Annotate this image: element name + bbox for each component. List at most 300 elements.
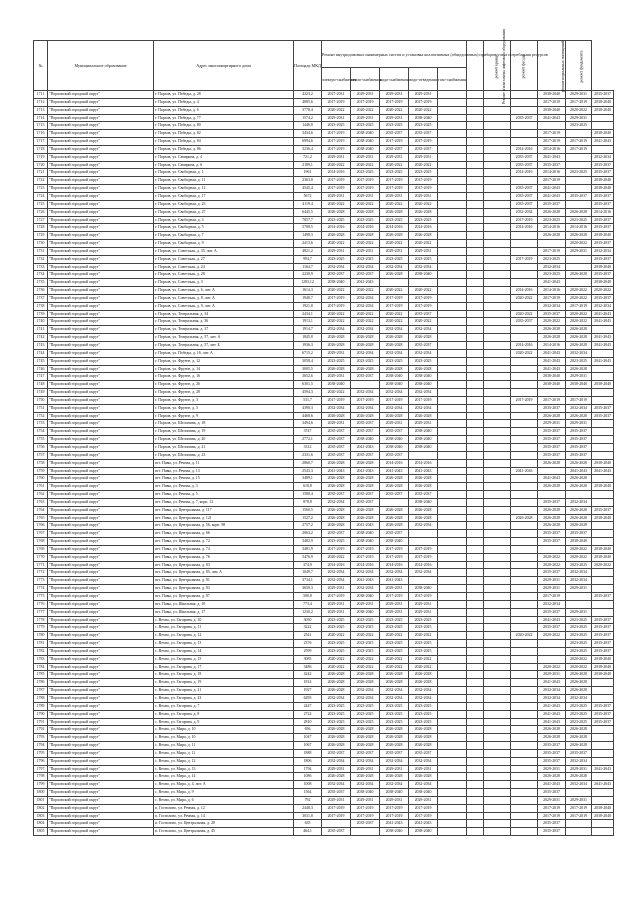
- table-cell: 2041-2043: [592, 138, 614, 146]
- table-cell: "Порховский городской округ": [48, 443, 154, 451]
- table-cell: [484, 420, 511, 428]
- table-cell: [467, 702, 484, 710]
- table-row: [34, 130, 614, 138]
- table-cell: [511, 428, 538, 436]
- table-cell: 2029-2031: [538, 671, 566, 679]
- table-cell: 1527,2: [294, 514, 322, 522]
- table-cell: 2020-2022: [351, 287, 380, 295]
- table-cell: пгт. Павы, ул. Речная, д. 5: [154, 491, 294, 499]
- table-cell: [511, 271, 538, 279]
- table-cell: [467, 389, 484, 397]
- table-cell: 2026-2028: [409, 742, 438, 750]
- table-cell: 2023-2025: [380, 169, 409, 177]
- table-row: [34, 381, 614, 389]
- table-cell: 2035-2037: [592, 240, 614, 248]
- table-cell: 2026-2028: [322, 671, 351, 679]
- table-cell: [484, 781, 511, 789]
- table-cell: 2029-2031: [380, 765, 409, 773]
- table-cell: 2026-2028: [409, 679, 438, 687]
- table-cell: 2020-2022: [566, 545, 592, 553]
- table-cell: 878,8: [294, 498, 322, 506]
- table-cell: [438, 153, 467, 161]
- table-row: [34, 796, 614, 804]
- table-cell: [592, 498, 614, 506]
- table-cell: 2032-2034: [380, 694, 409, 702]
- table-cell: 1758: [34, 459, 48, 467]
- table-cell: 1712: [34, 98, 48, 106]
- table-cell: 3085: [294, 655, 322, 663]
- table-cell: 2029-2031: [351, 796, 380, 804]
- table-cell: 2014-2016: [566, 224, 592, 232]
- table-cell: 2035-2037: [592, 169, 614, 177]
- table-cell: "Порховский городской округ": [48, 294, 154, 302]
- table-cell: 2032-2034: [409, 389, 438, 397]
- table-cell: 2029-2031: [380, 608, 409, 616]
- table-cell: 2014-2016: [380, 224, 409, 232]
- table-row: [34, 224, 614, 232]
- table-cell: 4545,4: [294, 185, 322, 193]
- table-cell: 2038-2040: [592, 483, 614, 491]
- table-cell: г. Порхов, ул. Шелонина, д. 19: [154, 428, 294, 436]
- table-cell: 2026-2028: [322, 365, 351, 373]
- table-cell: г. Порхов, ул. Победы, д. 6: [154, 106, 294, 114]
- table-cell: [467, 247, 484, 255]
- table-cell: 2041-2043: [538, 279, 566, 287]
- table-row: [34, 420, 614, 428]
- table-cell: пгт. Павы, ул. Центральная, д. 72: [154, 538, 294, 546]
- table-cell: [566, 200, 592, 208]
- table-cell: 2032-2034: [351, 294, 380, 302]
- table-cell: 2041-2043: [566, 467, 592, 475]
- table-cell: 4468,6: [294, 412, 322, 420]
- table-cell: [484, 342, 511, 350]
- table-cell: 1574,2: [294, 114, 322, 122]
- table-cell: "Порховский городской округ": [48, 216, 154, 224]
- table-cell: "Порховский городской округ": [48, 773, 154, 781]
- table-cell: [511, 749, 538, 757]
- table-cell: 2020-2022: [511, 632, 538, 640]
- table-cell: 2038-2040: [592, 130, 614, 138]
- table-cell: 2029-2031: [322, 585, 351, 593]
- table-row: [34, 428, 614, 436]
- table-cell: "Порховский городской округ": [48, 663, 154, 671]
- table-cell: 6301,5: [294, 381, 322, 389]
- table-cell: 2035-2037: [538, 828, 566, 836]
- table-cell: 2020-2022: [566, 294, 592, 302]
- table-cell: 2020-2022: [409, 287, 438, 295]
- table-cell: [467, 169, 484, 177]
- table-cell: 2026-2028: [566, 459, 592, 467]
- table-cell: [438, 208, 467, 216]
- table-cell: 2023-2025: [380, 357, 409, 365]
- table-cell: [484, 687, 511, 695]
- table-cell: [484, 561, 511, 569]
- table-cell: 2029-2031: [380, 420, 409, 428]
- table-cell: [484, 326, 511, 334]
- table-cell: 3312: [294, 443, 322, 451]
- table-cell: с. Вехно, ул. Мира, д. 12: [154, 757, 294, 765]
- table-cell: 2020-2022: [409, 318, 438, 326]
- table-cell: "Порховский городской округ": [48, 757, 154, 765]
- table-cell: 2026-2028: [351, 475, 380, 483]
- table-cell: 2041-2043: [592, 318, 614, 326]
- table-cell: 2041-2043: [592, 467, 614, 475]
- table-cell: с. Вехно, ул. Мира, д. 11: [154, 742, 294, 750]
- table-cell: 1756: [34, 443, 48, 451]
- table-cell: 2017-2019: [380, 98, 409, 106]
- table-cell: [511, 640, 538, 648]
- table-cell: [484, 208, 511, 216]
- table-cell: 2026-2028: [538, 232, 566, 240]
- table-cell: 2035-2037: [592, 624, 614, 632]
- table-cell: 2020-2022: [566, 106, 592, 114]
- table-cell: 2017-2019: [409, 185, 438, 193]
- table-cell: 2029-2031: [322, 796, 351, 804]
- table-cell: 2026-2028: [351, 208, 380, 216]
- table-row: [34, 514, 614, 522]
- table-cell: пгт. Павы, ул. Центральная, д. 74: [154, 545, 294, 553]
- table-cell: 3031,8: [294, 812, 322, 820]
- table-cell: г. Порхов, ул. Победы, д. 84: [154, 138, 294, 146]
- table-cell: 2041-2043: [380, 577, 409, 585]
- table-cell: п. Гостилово, ул. Центральная, д. 28: [154, 820, 294, 828]
- table-cell: [467, 734, 484, 742]
- table-cell: 2041-2043: [592, 334, 614, 342]
- table-cell: "Порховский городской округ": [48, 671, 154, 679]
- table-cell: 2035-2037: [538, 608, 566, 616]
- table-cell: 1765: [34, 514, 48, 522]
- table-cell: 2063,2: [294, 530, 322, 538]
- table-cell: г. Порхов, ул. Театральная, д. 36: [154, 318, 294, 326]
- table-cell: 1726: [34, 208, 48, 216]
- table-cell: 2026-2028: [566, 208, 592, 216]
- table-cell: 2023-2025: [409, 169, 438, 177]
- table-cell: 2035-2037: [511, 114, 538, 122]
- table-cell: 1761: [34, 483, 48, 491]
- table-cell: [438, 577, 467, 585]
- table-cell: 2032-2034: [566, 404, 592, 412]
- table-cell: [592, 734, 614, 742]
- table-cell: 2032-2034: [566, 498, 592, 506]
- table-cell: [511, 710, 538, 718]
- table-cell: 2029-2031: [351, 114, 380, 122]
- table-cell: 2026-2028: [322, 232, 351, 240]
- table-cell: 2035-2037: [322, 428, 351, 436]
- table-cell: [484, 106, 511, 114]
- table-cell: [511, 412, 538, 420]
- table-cell: [511, 326, 538, 334]
- table-cell: "Порховский городской округ": [48, 616, 154, 624]
- table-cell: 2026-2028: [322, 208, 351, 216]
- table-cell: 2026-2028: [322, 734, 351, 742]
- table-row: [34, 334, 614, 342]
- table-cell: 2035-2037: [566, 530, 592, 538]
- table-cell: [484, 742, 511, 750]
- header-electro: электро-снабжения: [322, 68, 351, 91]
- table-cell: [484, 663, 511, 671]
- table-cell: [592, 757, 614, 765]
- table-cell: 2448,3: [294, 804, 322, 812]
- table-cell: [467, 192, 484, 200]
- table-cell: 1760: [34, 475, 48, 483]
- table-cell: "Порховский городской округ": [48, 138, 154, 146]
- table-cell: г. Порхов, ул. Свободная, д. 9: [154, 240, 294, 248]
- header-engineering-systems: Ремонт внутридомовых инженерных систем и установка коллективных (общедомовых) приборов учета потребления ресурсов: [322, 41, 467, 68]
- table-cell: 1788: [34, 694, 48, 702]
- table-cell: 2023-2025: [538, 255, 566, 263]
- table-cell: 1782: [34, 647, 48, 655]
- table-row: [34, 702, 614, 710]
- table-cell: г. Порхов, ул. Свободная, д. 12: [154, 185, 294, 193]
- table-cell: г. Порхов, ул. Фрунзе, д. 12: [154, 357, 294, 365]
- table-cell: 1735: [34, 279, 48, 287]
- table-cell: 2032-2034: [351, 687, 380, 695]
- table-cell: [438, 106, 467, 114]
- table-cell: 2017-2019: [566, 302, 592, 310]
- table-cell: 1800: [34, 789, 48, 797]
- table-cell: 2017-2019: [322, 145, 351, 153]
- table-cell: [467, 98, 484, 106]
- table-cell: 2020-2022: [538, 318, 566, 326]
- table-cell: [484, 389, 511, 397]
- table-cell: 2035-2037: [351, 491, 380, 499]
- table-cell: "Порховский городской округ": [48, 569, 154, 577]
- table-cell: 2041-2043: [351, 443, 380, 451]
- table-cell: [484, 765, 511, 773]
- table-cell: "Порховский городской округ": [48, 192, 154, 200]
- table-cell: "Порховский городской округ": [48, 373, 154, 381]
- table-cell: 2023-2025: [538, 271, 566, 279]
- table-cell: [592, 608, 614, 616]
- table-cell: "Порховский городской округ": [48, 153, 154, 161]
- table-row: [34, 475, 614, 483]
- table-cell: 6994,6: [294, 138, 322, 146]
- table-cell: с. Вехно, ул. Мира, д. 14: [154, 773, 294, 781]
- table-cell: г. Порхов, ул. Победы, д. 80: [154, 122, 294, 130]
- table-row: [34, 647, 614, 655]
- table-cell: 2035-2037: [380, 491, 409, 499]
- table-cell: 635: [294, 820, 322, 828]
- table-cell: 2032-2034: [322, 577, 351, 585]
- table-cell: 2023-2025: [322, 616, 351, 624]
- table-cell: [484, 812, 511, 820]
- table-cell: "Порховский городской округ": [48, 475, 154, 483]
- table-cell: 2041-2043: [538, 718, 566, 726]
- table-cell: 2032-2034: [566, 577, 592, 585]
- table-cell: [438, 263, 467, 271]
- table-cell: 2026-2028: [380, 334, 409, 342]
- table-cell: 656: [294, 726, 322, 734]
- table-cell: 2038-2040: [592, 514, 614, 522]
- table-cell: 1736: [34, 287, 48, 295]
- table-cell: [438, 161, 467, 169]
- table-cell: 2038-2040: [409, 498, 438, 506]
- table-cell: [467, 796, 484, 804]
- table-cell: 2038-2040: [566, 538, 592, 546]
- table-cell: 2026-2028: [380, 506, 409, 514]
- table-cell: 2017-2019: [511, 255, 538, 263]
- table-cell: 2014-2016: [511, 145, 538, 153]
- table-cell: 3747: [294, 428, 322, 436]
- table-cell: [438, 318, 467, 326]
- table-cell: [484, 177, 511, 185]
- table-cell: 2032-2034: [380, 757, 409, 765]
- table-cell: 1729: [34, 232, 48, 240]
- table-cell: 2041-2043: [538, 679, 566, 687]
- table-cell: 531,7: [294, 396, 322, 404]
- table-cell: с. Вехно, ул. Мира, д. 10: [154, 726, 294, 734]
- table-cell: [566, 161, 592, 169]
- table-cell: [484, 349, 511, 357]
- table-cell: [467, 569, 484, 577]
- table-cell: пгт. Павы, ул. Центральная, д. 93: [154, 585, 294, 593]
- table-cell: 1283,12: [294, 279, 322, 287]
- table-cell: [511, 569, 538, 577]
- table-cell: 2020-2022: [351, 663, 380, 671]
- table-cell: 2035-2037: [566, 443, 592, 451]
- table-row: [34, 177, 614, 185]
- table-cell: 5708,5: [294, 224, 322, 232]
- table-cell: [438, 443, 467, 451]
- table-cell: [438, 498, 467, 506]
- table-cell: "Порховский городской округ": [48, 98, 154, 106]
- table-cell: 2020-2022: [380, 655, 409, 663]
- table-cell: 2026-2028: [380, 734, 409, 742]
- table-cell: 2020-2022: [409, 106, 438, 114]
- table-cell: 1742: [34, 334, 48, 342]
- table-cell: 3778,4: [294, 106, 322, 114]
- table-cell: 2020-2022: [566, 318, 592, 326]
- table-cell: 2026-2028: [351, 506, 380, 514]
- table-cell: 2035-2037: [592, 216, 614, 224]
- table-cell: [484, 640, 511, 648]
- table-cell: г. Порхов, ул. Шелонина, д. 21: [154, 443, 294, 451]
- table-cell: 2014-2016: [380, 561, 409, 569]
- table-cell: пгт. Павы, ул. Речная, д. 13: [154, 467, 294, 475]
- table-cell: [467, 114, 484, 122]
- table-cell: 1921,8: [294, 302, 322, 310]
- table-row: [34, 718, 614, 726]
- table-cell: 2023-2025: [322, 357, 351, 365]
- table-cell: [467, 640, 484, 648]
- table-cell: [467, 687, 484, 695]
- table-cell: [467, 420, 484, 428]
- table-cell: 2020-2022: [538, 663, 566, 671]
- table-cell: [566, 789, 592, 797]
- table-cell: 2026-2028: [380, 412, 409, 420]
- table-cell: 2029-2031: [566, 585, 592, 593]
- table-cell: [511, 302, 538, 310]
- table-cell: 2017-2019: [351, 396, 380, 404]
- table-cell: 2023-2025: [351, 718, 380, 726]
- table-cell: 2029-2031: [566, 765, 592, 773]
- table-cell: "Порховский городской округ": [48, 334, 154, 342]
- table-cell: [511, 655, 538, 663]
- table-cell: 2035-2037: [538, 451, 566, 459]
- table-cell: 2017-2019: [566, 98, 592, 106]
- table-cell: 2035-2037: [538, 436, 566, 444]
- table-cell: 721,2: [294, 153, 322, 161]
- table-cell: [566, 130, 592, 138]
- table-row: [34, 271, 614, 279]
- table-cell: [467, 663, 484, 671]
- table-cell: 1718: [34, 145, 48, 153]
- table-cell: 1777: [34, 608, 48, 616]
- table-cell: 1763: [34, 498, 48, 506]
- table-cell: "Порховский городской округ": [48, 514, 154, 522]
- table-cell: 2026-2028: [566, 506, 592, 514]
- table-cell: [438, 428, 467, 436]
- table-cell: 1446,8: [294, 122, 322, 130]
- table-cell: [438, 122, 467, 130]
- table-cell: [467, 749, 484, 757]
- table-cell: 2026-2028: [566, 522, 592, 530]
- table-cell: 2023-2025: [566, 169, 592, 177]
- table-cell: 2029-2031: [322, 600, 351, 608]
- table-cell: [511, 600, 538, 608]
- table-row: [34, 781, 614, 789]
- table-cell: 1752: [34, 412, 48, 420]
- table-cell: 2029-2031: [409, 796, 438, 804]
- table-cell: 2026-2028: [351, 342, 380, 350]
- table-cell: [438, 647, 467, 655]
- table-cell: [438, 138, 467, 146]
- table-cell: 2020-2022: [322, 310, 351, 318]
- table-cell: [438, 600, 467, 608]
- table-row: [34, 773, 614, 781]
- table-cell: 1791: [34, 718, 48, 726]
- table-cell: [467, 381, 484, 389]
- table-cell: 2041-2043: [538, 781, 566, 789]
- table-cell: 580,8: [294, 593, 322, 601]
- table-cell: "Порховский городской округ": [48, 679, 154, 687]
- table-cell: 2026-2028: [351, 734, 380, 742]
- table-cell: 2017-2019: [351, 177, 380, 185]
- table-cell: [438, 734, 467, 742]
- table-cell: [592, 773, 614, 781]
- table-row: [34, 624, 614, 632]
- table-cell: 2035-2037: [351, 428, 380, 436]
- table-cell: [438, 773, 467, 781]
- header-roof: ремонт крыши: [484, 41, 511, 91]
- table-cell: 1560,5: [294, 506, 322, 514]
- table-cell: [511, 702, 538, 710]
- table-cell: 2020-2022: [409, 200, 438, 208]
- table-cell: [592, 365, 614, 373]
- table-cell: [511, 742, 538, 750]
- table-cell: 2017-2019: [566, 804, 592, 812]
- table-cell: 2026-2028: [409, 734, 438, 742]
- table-cell: 2032-2034: [592, 302, 614, 310]
- table-cell: 2023-2025: [351, 710, 380, 718]
- table-cell: 2023-2025: [409, 216, 438, 224]
- table-row: [34, 412, 614, 420]
- table-cell: 2038-2040: [409, 828, 438, 836]
- table-cell: 2014-2016: [538, 287, 566, 295]
- table-cell: "Порховский городской округ": [48, 655, 154, 663]
- table-cell: п. Гостилово, ул. Речная, д. 14: [154, 812, 294, 820]
- table-cell: "Порховский городской округ": [48, 522, 154, 530]
- table-cell: [484, 538, 511, 546]
- table-cell: 2035-2037: [566, 192, 592, 200]
- table-cell: 2020-2022: [351, 655, 380, 663]
- table-cell: "Порховский городской округ": [48, 404, 154, 412]
- table-cell: 2041-2043: [511, 467, 538, 475]
- table-cell: 1711: [34, 91, 48, 99]
- table-cell: [484, 608, 511, 616]
- table-cell: [467, 726, 484, 734]
- table-cell: 2035-2037: [538, 820, 566, 828]
